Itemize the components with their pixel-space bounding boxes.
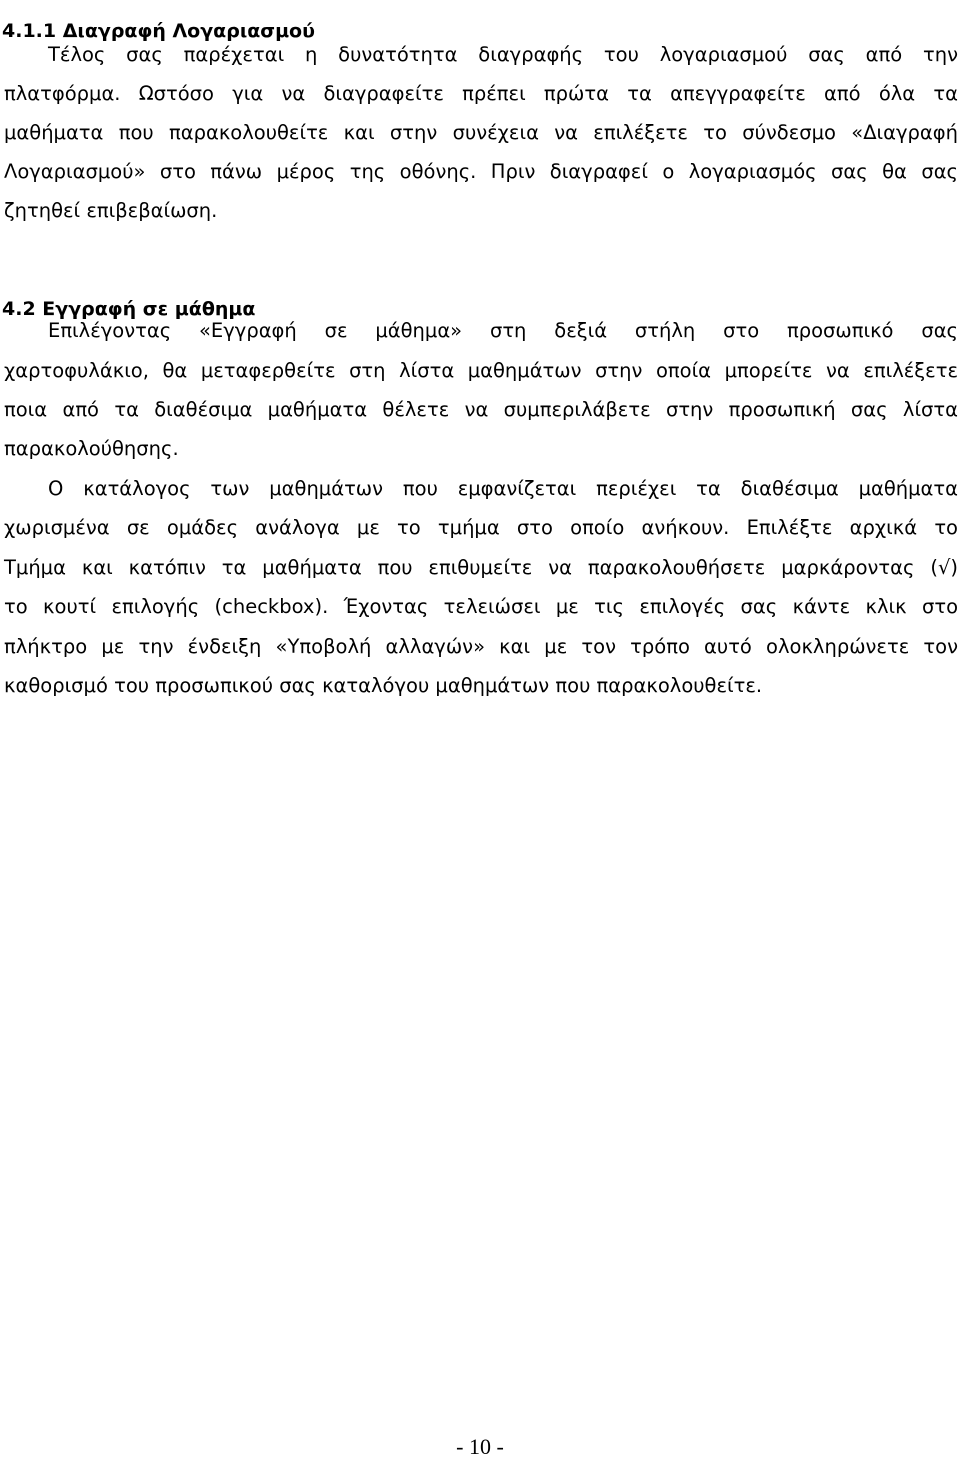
paragraph-line: ζητηθεί επιβεβαίωση. (4, 199, 218, 222)
paragraph-line: Λογαριασμού» στο πάνω μέρος της οθόνης. Πριν διαγραφεί ο λογαριασμός σας θα σας (4, 160, 958, 183)
page-number: - 10 - (456, 1434, 504, 1459)
paragraph-line: καθορισμό του προσωπικού σας καταλόγου μαθημάτων που παρακολουθείτε. (4, 674, 763, 697)
paragraph-line: παρακολούθησης. (4, 437, 179, 460)
paragraph-line: πλήκτρο με την ένδειξη «Υποβολή αλλαγών» και με τον τρόπο αυτό ολοκληρώνετε τον (4, 635, 958, 658)
paragraph-line: χωρισμένα σε ομάδες ανάλογα με το τμήμα στο οποίο ανήκουν. Επιλέξτε αρχικά το (4, 516, 958, 539)
section-heading-course-enrollment: 4.2 Εγγραφή σε μάθημα (2, 297, 256, 320)
paragraph-line: Επιλέγοντας «Εγγραφή σε μάθημα» στη δεξιά στήλη στο προσωπικό σας (48, 319, 958, 342)
paragraph-line: χαρτοφυλάκιο, θα μεταφερθείτε στη λίστα μαθημάτων στην οποία μπορείτε να επιλέξετε (4, 359, 958, 382)
paragraph-line: μαθήματα που παρακολουθείτε και στην συνέχεια να επιλέξετε το σύνδεσμο «Διαγραφή (4, 121, 958, 144)
paragraph-line: ποια από τα διαθέσιμα μαθήματα θέλετε να συμπεριλάβετε στην προσωπική σας λίστα (4, 398, 958, 421)
section-heading-account-deletion: 4.1.1 Διαγραφή Λογαριασμού (2, 19, 315, 42)
paragraph-line: πλατφόρμα. Ωστόσο για να διαγραφείτε πρέπει πρώτα τα απεγγραφείτε από όλα τα (4, 82, 958, 105)
paragraph-line: Ο κατάλογος των μαθημάτων που εμφανίζεται περιέχει τα διαθέσιμα μαθήματα (48, 477, 958, 500)
paragraph-line: το κουτί επιλογής (checkbox). Έχοντας τελειώσει με τις επιλογές σας κάντε κλικ στο (4, 595, 958, 618)
paragraph-line: Τμήμα και κατόπιν τα μαθήματα που επιθυμείτε να παρακολουθήσετε μαρκάροντας (√) (4, 556, 958, 579)
paragraph-line: Τέλος σας παρέχεται η δυνατότητα διαγραφής του λογαριασμού σας από την (48, 43, 958, 66)
